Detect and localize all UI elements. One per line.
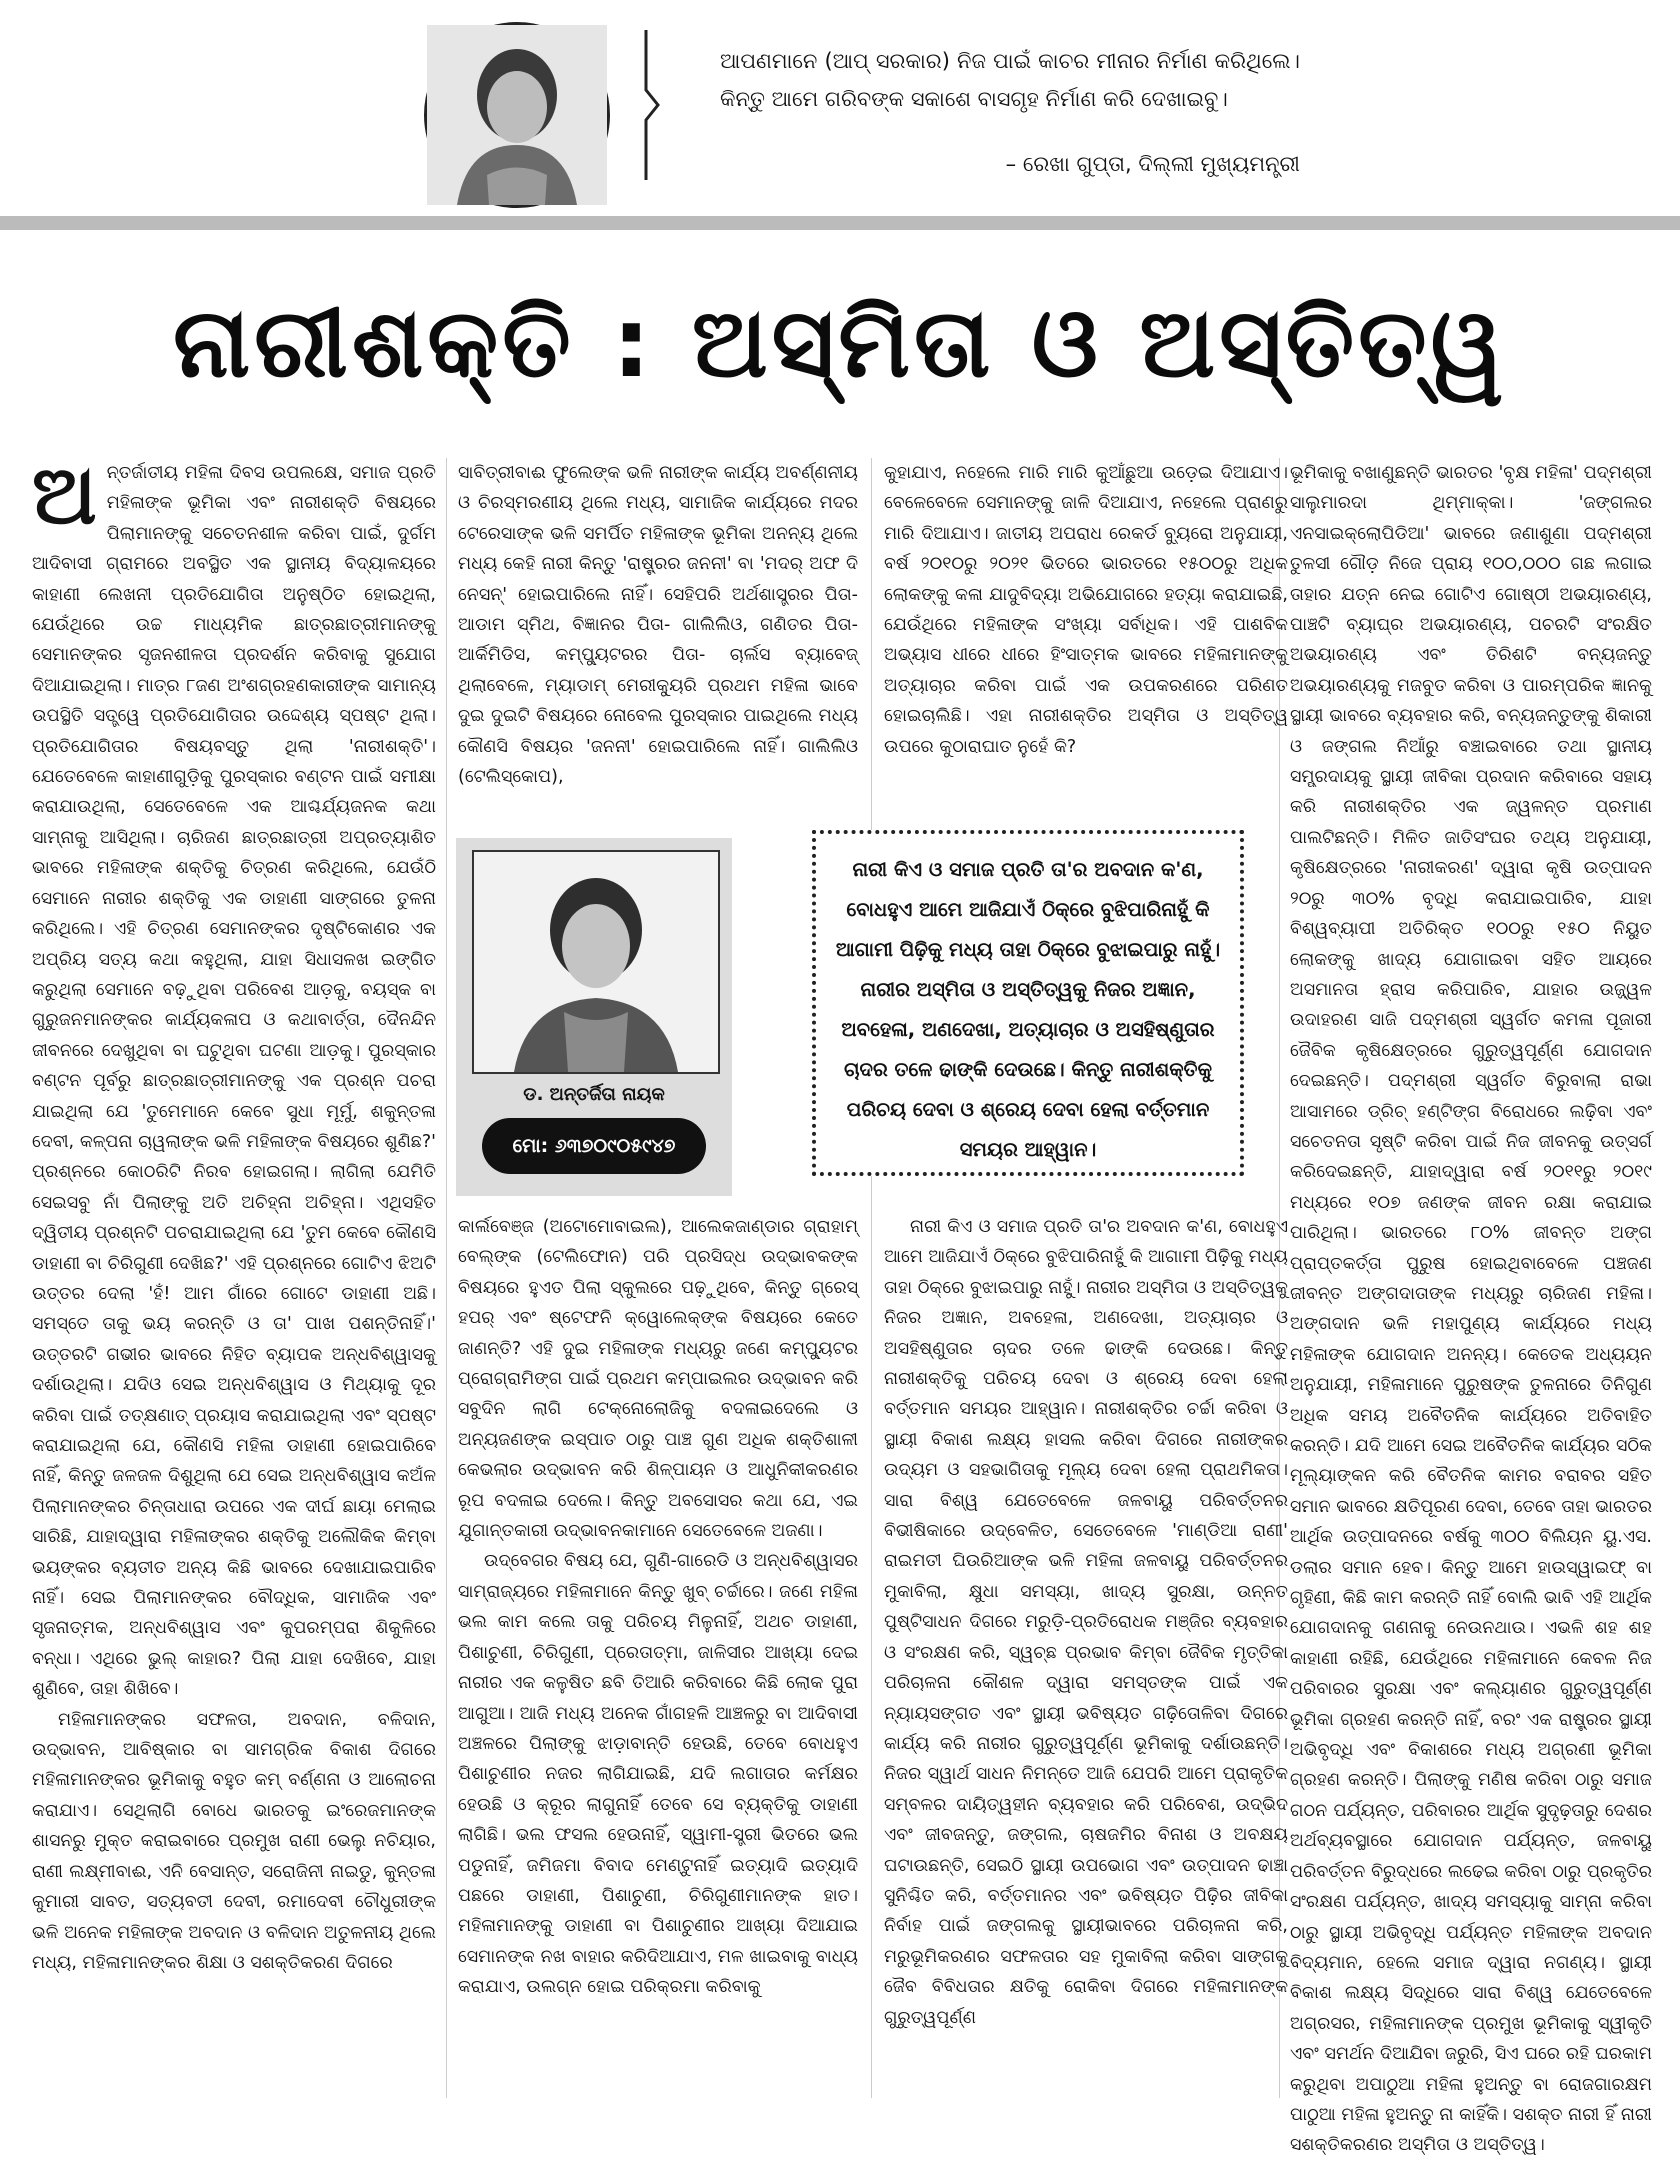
drop-cap: ଅ (32, 448, 97, 543)
author-box (456, 838, 732, 1196)
article-paragraph: ଅନ୍ତର୍ଜାତୀୟ ମହିଳା ଦିବସ ଉପଲକ୍ଷେ, ସମାଜ ପ୍ରତି ମହିଳାଙ୍କ ଭୂମିକା ଏବଂ ନାରୀଶକ୍ତି ବିଷୟରେ ପିଲାମାନଙ୍କୁ ସଚେତନଶୀଳ କରିବା ପାଇଁ, ଦୁର୍ଗମ ଆଦିବାସୀ ଗ୍ରାମରେ ଅବସ୍ଥିତ ଏକ ସ୍ଥାନୀୟ ବିଦ୍ୟାଳୟରେ କାହାଣୀ ଲେଖନୀ ପ୍ରତିଯୋଗିତା ଅନୁଷ୍ଠିତ ହୋଇଥିଲା, ଯେଉଁଥିରେ ଉଚ୍ଚ ମାଧ୍ୟମିକ ଛାତ୍ରଛାତ୍ରୀମାନଙ୍କୁ ସେମାନଙ୍କର ସୃଜନଶୀଳତା ପ୍ରଦର୍ଶନ କରିବାକୁ ସୁଯୋଗ ଦିଆଯାଇଥିଲା। ମାତ୍ର ୮ଜଣ ଅଂଶଗ୍ରହଣକାରୀଙ୍କ ସାମାନ୍ୟ ଉପସ୍ଥିତି ସତ୍ତ୍ୱେ ପ୍ରତିଯୋଗିତାର ଉଦ୍ଦେଶ୍ୟ ସ୍ପଷ୍ଟ ଥିଲା। ପ୍ରତିଯୋଗିତାର ବିଷୟବସ୍ତୁ ଥିଲା 'ନାରୀଶକ୍ତି'। ଯେତେବେଳେ କାହାଣୀଗୁଡ଼ିକୁ ପୁରସ୍କାର ବଣ୍ଟନ ପାଇଁ ସମୀକ୍ଷା କରାଯାଉଥିଲା, ସେତେବେଳେ ଏକ ଆଶ୍ଚର୍ଯ୍ୟଜନକ କଥା ସାମ୍ନାକୁ ଆସିଥିଲା। ଚାରିଜଣ ଛାତ୍ରଛାତ୍ରୀ ଅପ୍ରତ୍ୟାଶିତ ଭାବରେ ମହିଳାଙ୍କ ଶକ୍ତିକୁ ଚିତ୍ରଣ କରିଥିଲେ, ଯେଉଁଠି ସେମାନେ ନାରୀର ଶକ୍ତିକୁ ଏକ ଡାହାଣୀ ସାଙ୍ଗରେ ତୁଳନା କରିଥିଲେ। ଏହି ଚିତ୍ରଣ ସେମାନଙ୍କର ଦୃଷ୍ଟିକୋଣର ଏକ ଅପ୍ରିୟ ସତ୍ୟ କଥା କହୁଥିଲା, ଯାହା ସିଧାସଳଖ ଇଙ୍ଗିତ କରୁଥିଲା ସେମାନେ ବଢ଼ୁଥିବା ପରିବେଶ ଆଡ଼କୁ, ବୟସ୍କ ବା ଗୁରୁଜନମାନଙ୍କର କାର୍ଯ୍ୟକଳାପ ଓ କଥାବାର୍ତ୍ତା, ଦୈନନ୍ଦିନ ଜୀବନରେ ଦେଖୁଥିବା ବା ଘଟୁଥିବା ଘଟଣା ଆଡ଼କୁ। ପୁରସ୍କାର ବଣ୍ଟନ ପୂର୍ବରୁ ଛାତ୍ରଛାତ୍ରୀମାନଙ୍କୁ ଏକ ପ୍ରଶ୍ନ ପଚରା ଯାଇଥିଲା ଯେ 'ତୁମେମାନେ କେବେ ସୁଧା ମୂର୍ମୁ, ଶକୁନ୍ତଳା ଦେବୀ, କଳ୍ପନା ଚାୱଲାଙ୍କ ଭଳି ମହିଳାଙ୍କ ବିଷୟରେ ଶୁଣିଛ?' ପ୍ରଶ୍ନରେ କୋଠରିଟି ନିରବ ହୋଇଗଲା। ଲାଗିଲା ଯେମିତି ସେଇସବୁ ନାଁ ପିଲାଙ୍କୁ ଅତି ଅଚିହ୍ନା ଅଚିହ୍ନା। ଏଥିସହିତ ଦ୍ୱିତୀୟ ପ୍ରଶ୍ନଟି ପଚରାଯାଇଥିଲା ଯେ 'ତୁମ କେବେ କୌଣସି ଡାହାଣୀ ବା ଚିରିଗୁଣୀ ଦେଖିଛ?' ଏହି ପ୍ରଶ୍ନରେ ଗୋଟିଏ ଝିଅଟି ଉତ୍ତର ଦେଲା 'ହଁ! ଆମ ଗାଁରେ ଗୋଟେ ଡାହାଣୀ ଅଛି। ସମସ୍ତେ ତାକୁ ଭୟ କରନ୍ତି ଓ ତା' ପାଖ ପଶନ୍ତିନାହିଁ।' ଉତ୍ତରଟି ଗଭୀର ଭାବରେ ନିହିତ ବ୍ୟାପକ ଅନ୍ଧବିଶ୍ୱାସକୁ ଦର୍ଶାଉଥିଲା। ଯଦିଓ ସେଇ ଅନ୍ଧବିଶ୍ୱାସ ଓ ମିଥ୍ୟାକୁ ଦୂର କରିବା ପାଇଁ ତତ୍କ୍ଷଣାତ୍ ପ୍ରୟାସ କରାଯାଇଥିଲା ଏବଂ ସ୍ପଷ୍ଟ କରାଯାଇଥିଲା ଯେ, କୌଣସି ମହିଳା ଡାହାଣୀ ହୋଇପାରିବେ ନାହିଁ, କିନ୍ତୁ ଜଳଜଳ ଦିଶୁଥିଲା ଯେ ସେଇ ଅନ୍ଧବିଶ୍ୱାସ କଅଁଳ ପିଲାମାନଙ୍କର ଚିନ୍ତାଧାରା ଉପରେ ଏକ ଦୀର୍ଘ ଛାୟା ମେଲାଇ ସାରିଛି, ଯାହାଦ୍ୱାରା ମହିଳାଙ୍କର ଶକ୍ତିକୁ ଅଲୌକିକ କିମ୍ବା ଭୟଙ୍କର ବ୍ୟତୀତ ଅନ୍ୟ କିଛି ଭାବରେ ଦେଖାଯାଇପାରିବ ନାହିଁ। ସେଇ ପିଲାମାନଙ୍କର ବୌଦ୍ଧିକ, ସାମାଜିକ ଏବଂ ସୃଜନାତ୍ମକ, ଅନ୍ଧବିଶ୍ୱାସ ଏବଂ କୁପରମ୍ପରା ଶିକୁଳିରେ ବନ୍ଧା। ଏଥିରେ ଭୁଲ୍ କାହାର? ପିଲା ଯାହା ଦେଖିବେ, ଯାହା ଶୁଣିବେ, ତାହା ଶିଖିବେ। (32, 448, 436, 1700)
article-paragraph: କାର୍ଲବେଞ୍ଜ (ଅଟୋମୋବାଇଲ), ଆଲେକଜାଣ୍ଡାର ଗ୍ରାହାମ୍ ବେଲ୍ଙ୍କ (ଟେଲିଫୋନ) ପରି ପ୍ରସିଦ୍ଧ ଉଦ୍ଭାବକଙ୍କ ବିଷୟରେ ହୁଏତ ପିଲା ସ୍କୁଲରେ ପଢ଼ୁଥିବେ, କିନ୍ତୁ ଗ୍ରେସ୍ ହପର୍ ଏବଂ ଷ୍ଟେଫନି କ୍ୱୋଲେକ୍ଙ୍କ ବିଷୟରେ କେତେ ଜାଣନ୍ତି? ଏହି ଦୁଇ ମହିଳାଙ୍କ ମଧ୍ୟରୁ ଜଣେ କମ୍ପ୍ୟୁଟର ପ୍ରୋଗ୍ରାମିଙ୍ଗ ପାଇଁ ପ୍ରଥମ କମ୍ପାଇଲର ଉଦ୍ଭାବନ କରି ସବୁଦିନ ଲାଗି ଟେକ୍ନୋଲୋଜିକୁ ବଦଳାଇଦେଲେ ଓ ଅନ୍ୟଜଣଙ୍କ ଇସ୍ପାତ ଠାରୁ ପାଞ୍ଚ ଗୁଣ ଅଧିକ ଶକ୍ତିଶାଳୀ କେଭଲାର ଉଦ୍ଭାବନ କରି ଶିଳ୍ପାୟନ ଓ ଆଧୁନିକୀକରଣର ରୂପ ବଦଳାଇ ଦେଲେ। କିନ୍ତୁ ଅବସୋସର କଥା ଯେ, ଏଇ ଯୁଗାନ୍ତକାରୀ ଉଦ୍ଭାବନକାମାନେ ସେତେବେଳେ ଅଜଣା। (458, 1217, 858, 1542)
article-column-2-bottom (458, 1212, 858, 2098)
article-paragraph: ଭୂମିକାକୁ ବଖାଣୁଛନ୍ତି ଭାରତର 'ବୃକ୍ଷ ମହିଳା' ପଦ୍ମଶ୍ରୀ ସାଲୁମାରଦା ଥିମ୍ମାକ୍କା। 'ଜଙ୍ଗଲର ଏନସାଇକ୍ଲୋପିଡିଆ' ଭାବରେ ଜଣାଶୁଣା ପଦ୍ମଶ୍ରୀ ତୁଳସୀ ଗୌଡ଼ ନିଜେ ପ୍ରାୟ ୧୦୦,୦୦୦ ଗଛ ଲଗାଇ ତାହାର ଯତ୍ନ ନେଇ ଗୋଟିଏ ଗୋଷ୍ଠୀ ଅଭୟାରଣ୍ୟ, ପାଞ୍ଚଟି ବ୍ୟାଘ୍ର ଅଭୟାରଣ୍ୟ, ପଚରଟି ସଂରକ୍ଷିତ ଅଭୟାରଣ୍ୟ ଏବଂ ତିରିଶଟି ବନ୍ୟଜନ୍ତୁ ଅଭୟାରଣ୍ୟକୁ ମଜବୁତ କରିବା ଓ ପାରମ୍ପରିକ ଜ୍ଞାନକୁ ସ୍ଥାୟୀ ଭାବରେ ବ୍ୟବହାର କରି, ବନ୍ୟଜନ୍ତୁଙ୍କୁ ଶିକାରୀ ଓ ଜଙ୍ଗଲ ନିଆଁରୁ ବଞ୍ଚାଇବାରେ ତଥା ସ୍ଥାନୀୟ ସମ୍ପ୍ରଦାୟକୁ ସ୍ଥାୟୀ ଜୀବିକା ପ୍ରଦାନ କରିବାରେ ସହାୟ କରି ନାରୀଶକ୍ତିର ଏକ ଜ୍ୱଳନ୍ତ ପ୍ରମାଣ ପାଲଟିଛନ୍ତି। ମିଳିତ ଜାତିସଂଘର ତଥ୍ୟ ଅନୁଯାୟୀ, କୃଷିକ୍ଷେତ୍ରରେ 'ନାରୀକରଣ' ଦ୍ୱାରା କୃଷି ଉତ୍ପାଦନ ୨୦ରୁ ୩୦% ବୃଦ୍ଧି କରାଯାଇପାରିବ, ଯାହା ବିଶ୍ୱବ୍ୟାପୀ ଅତିରିକ୍ତ ୧୦୦ରୁ ୧୫୦ ନିୟୁତ ଲୋକଙ୍କୁ ଖାଦ୍ୟ ଯୋଗାଇବା ସହିତ ଆୟରେ ଅସମାନତା ହ୍ରାସ କରିପାରିବ, ଯାହାର ଉଜ୍ଜ୍ୱଳ ଉଦାହରଣ ସାଜି ପଦ୍ମଶ୍ରୀ ସ୍ୱର୍ଗତ କମଳା ପୂଜାରୀ ଜୈବିକ କୃଷିକ୍ଷେତ୍ରରେ ଗୁରୁତ୍ୱପୂର୍ଣ୍ଣ ଯୋଗଦାନ ଦେଇଛନ୍ତି। ପଦ୍ମଶ୍ରୀ ସ୍ୱର୍ଗତ ବିରୁବାଲା ରାଭା ଆସାମରେ ଡ୍ରିଚ୍ ହଣ୍ଟିଙ୍ଗ ବିରୋଧରେ ଲଢ଼ିବା ଏବଂ ସଚେତନତା ସୃଷ୍ଟି କରିବା ପାଇଁ ନିଜ ଜୀବନକୁ ଉତ୍ସର୍ଗ କରିଦେଇଛନ୍ତି, ଯାହାଦ୍ୱାରା ବର୍ଷ ୨୦୧୧ରୁ ୨୦୧୯ ମଧ୍ୟରେ ୧୦୭ ଜଣଙ୍କ ଜୀବନ ରକ୍ଷା କରାଯାଇ ପାରିଥିଲା। ଭାରତରେ ୮୦% ଜୀବନ୍ତ ଅଙ୍ଗ ପ୍ରାପ୍ତକର୍ତ୍ତା ପୁରୁଷ ହୋଇଥିବାବେଳେ ପଞ୍ଚଜଣ ଜୀବନ୍ତ ଅଙ୍ଗଦାତାଙ୍କ ମଧ୍ୟରୁ ଚାରିଜଣ ମହିଳା। ଅଙ୍ଗଦାନ ଭଳି ମହାପୁଣ୍ୟ କାର୍ଯ୍ୟରେ ମଧ୍ୟ ମହିଳାଙ୍କ ଯୋଗଦାନ ଅନନ୍ୟ। କେତେକ ଅଧ୍ୟୟନ ଅନୁଯାୟୀ, ମହିଳାମାନେ ପୁରୁଷଙ୍କ ତୁଳନାରେ ତିନିଗୁଣ ଅଧିକ ସମୟ ଅବୈତନିକ କାର୍ଯ୍ୟରେ ଅତିବାହିତ କରନ୍ତି। ଯଦି ଆମେ ସେଇ ଅବୈତନିକ କାର୍ଯ୍ୟର ସଠିକ ମୂଲ୍ୟାଙ୍କନ କରି ବୈତନିକ କାମର ବରାବର ସହିତ ସମାନ ଭାବରେ କ୍ଷତିପୂରଣ ଦେବା, ତେବେ ତାହା ଭାରତର ଆର୍ଥିକ ଉତ୍ପାଦନରେ ବର୍ଷକୁ ୩୦୦ ବିଲିୟନ ୟୁ.ଏସ. ଡଲାର ସମାନ ହେବ। କିନ୍ତୁ ଆମେ ହାଉସ୍‌ୱାଇଫ୍ ବା ଗୃହିଣୀ, କିଛି କାମ କରନ୍ତି ନାହିଁ ବୋଲି ଭାବି ଏହି ଆର୍ଥିକ ଯୋଗଦାନକୁ ଗଣନାକୁ ନେଉନଥାଉ। ଏଭଳି ଶହ ଶହ କାହାଣୀ ରହିଛି, ଯେଉଁଥିରେ ମହିଳାମାନେ କେବଳ ନିଜ ପରିବାରର ସୁରକ୍ଷା ଏବଂ କଲ୍ୟାଣର ଗୁରୁତ୍ୱପୂର୍ଣ୍ଣ ଭୂମିକା ଗ୍ରହଣ କରନ୍ତି ନାହିଁ, ବରଂ ଏକ ରାଷ୍ଟ୍ରର ସ୍ଥାୟୀ ଅଭିବୃଦ୍ଧି ଏବଂ ବିକାଶରେ ମଧ୍ୟ ଅଗ୍ରଣୀ ଭୂମିକା ଗ୍ରହଣ କରନ୍ତି। ପିଲାଙ୍କୁ ମଣିଷ କରିବା ଠାରୁ ସମାଜ ଗଠନ ପର୍ଯ୍ୟନ୍ତ, ପରିବାରର ଆର୍ଥିକ ସୁଦୃଢ଼ତାରୁ ଦେଶର ଅର୍ଥବ୍ୟବସ୍ଥାରେ ଯୋଗଦାନ ପର୍ଯ୍ୟନ୍ତ, ଜଳବାୟୁ ପରିବର୍ତ୍ତନ ବିରୁଦ୍ଧରେ ଲଢେଇ କରିବା ଠାରୁ ପ୍ରକୃତିର ସଂରକ୍ଷଣ ପର୍ଯ୍ୟନ୍ତ, ଖାଦ୍ୟ ସମସ୍ୟାକୁ ସାମ୍ନା କରିବା ଠାରୁ ସ୍ଥାୟୀ ଅଭିବୃଦ୍ଧି ପର୍ଯ୍ୟନ୍ତ ମହିଳାଙ୍କ ଅବଦାନ ବିଦ୍ୟମାନ, ହେଲେ ସମାଜ ଦ୍ୱାରା ନଗଣ୍ୟ। ସ୍ଥାୟୀ ବିକାଶ ଲକ୍ଷ୍ୟ ସିଦ୍ଧିରେ ସାରା ବିଶ୍ୱ ଯେତେବେଳେ ଅଗ୍ରସର, ମହିଳାମାନଙ୍କ ପ୍ରମୁଖ ଭୂମିକାକୁ ସ୍ୱୀକୃତି ଏବଂ ସମର୍ଥନ ଦିଆଯିବା ଜରୁରି, ସିଏ ଘରେ ରହି ଘରକାମ କରୁଥିବା ଅପାଠୁଆ ମହିଳା ହୁଅନ୍ତୁ ବା ରୋଜଗାରକ୍ଷମ ପାଠୁଆ ମହିଳା ହୁଅନ୍ତୁ ନା କାହିଁକି। ସଶକ୍ତ ନାରୀ ହିଁ ନାରୀ ସଶକ୍ତିକରଣର ଅସ୍ମିତା ଓ ଅସ୍ତିତ୍ୱ। (1290, 463, 1652, 2156)
column-rule (871, 458, 872, 2098)
quote-attribution: – ରେଖା ଗୁପ୍ତା, ଦିଲ୍ଲୀ ମୁଖ୍ୟମନ୍ତ୍ରୀ (1005, 152, 1300, 176)
article-column-4 (1290, 458, 1652, 2156)
column-rule (446, 458, 447, 2098)
article-paragraph: ମହିଳାମାନଙ୍କର ସଫଳତା, ଅବଦାନ, ବଳିଦାନ, ଉଦ୍ଭାବନ, ଆବିଷ୍କାର ବା ସାମଗ୍ରିକ ବିକାଶ ଦିଗରେ ମହିଳାମାନଙ୍କର ଭୂମିକାକୁ ବହୁତ କମ୍ ବର୍ଣ୍ଣନା ଓ ଆଲୋଚନା କରାଯାଏ। ସେଥିଲାଗି ବୋଧେ ଭାରତକୁ ଇଂରେଜମାନଙ୍କ ଶାସନରୁ ମୁକ୍ତ କରାଇବାରେ ପ୍ରମୁଖ ରାଣୀ ଭେଲୁ ନଚିୟାର, ରାଣୀ ଲକ୍ଷ୍ମୀବାଈ, ଏନି ବେସାନ୍ତ, ସରୋଜିନୀ ନାଇଡୁ, କୁନ୍ତଳା କୁମାରୀ ସାବତ, ସତ୍ୟବତୀ ଦେବୀ, ରମାଦେବୀ ଚୌଧୁରୀଙ୍କ ଭଳି ଅନେକ ମହିଳାଙ୍କ ଅବଦାନ ଓ ବଳିଦାନ ଅତୁଳନୀୟ ଥିଲେ ମଧ୍ୟ, ମହିଳାମାନଙ୍କର ଶିକ୍ଷା ଓ ସଶକ୍ତିକରଣ ଦିଗରେ (32, 1709, 436, 1973)
quote-band (0, 0, 1680, 220)
author-photo (472, 850, 720, 1074)
quote-divider (640, 30, 664, 180)
article-column-1 (32, 448, 436, 2098)
article-paragraph: ସାବିତ୍ରୀବାଈ ଫୁଲେଙ୍କ ଭଳି ନାରୀଙ୍କ କାର୍ଯ୍ୟ ଅବର୍ଣ୍ଣନୀୟ ଓ ଚିରସ୍ମରଣୀୟ ଥିଲେ ମଧ୍ୟ, ସାମାଜିକ କାର୍ଯ୍ୟରେ ମଦର ଟେରେସାଙ୍କ ଭଳି ସମର୍ପିତ ମହିଳାଙ୍କ ଭୂମିକା ଅନନ୍ୟ ଥିଲେ ମଧ୍ୟ କେହି ନାରୀ କିନ୍ତୁ 'ରାଷ୍ଟ୍ରର ଜନନୀ' ବା 'ମଦର୍ ଅଫ ଦି ନେସନ୍' ହୋଇପାରିଲେ ନାହିଁ। ସେହିପରି ଅର୍ଥଶାସ୍ତ୍ରର ପିତା- ଆଡାମ ସ୍ମିଥ, ବିଜ୍ଞାନର ପିତା- ଗାଲିଲିଓ, ଗଣିତର ପିତା- ଆର୍କିମିଡିସ, କମ୍ପ୍ୟୁଟରର ପିତା- ଚାର୍ଲସ ବ୍ୟାବେଜ୍ ଥିଲାବେଳେ, ମ୍ୟାଡାମ୍ ମେରୀକ୍ୟୁରି ପ୍ରଥମ ମହିଳା ଭାବେ ଦୁଇ ଦୁଇଟି ବିଷୟରେ ନୋବେଲ ପୁରସ୍କାର ପାଇଥିଲେ ମଧ୍ୟ କୌଣସି ବିଷୟର 'ଜନନୀ' ହୋଇପାରିଲେ ନାହିଁ। ଗାଲିଲିଓ (ଟେଲିସ୍କୋପ), (458, 463, 858, 788)
author-phone: ମୋ: ୬୩୭୦୯୦୫୯୪୭ (482, 1118, 706, 1174)
quote-portrait (424, 22, 610, 208)
article-paragraph: ନାରୀ କିଏ ଓ ସମାଜ ପ୍ରତି ତା'ର ଅବଦାନ କ'ଣ, ବୋଧହୁଏ ଆମେ ଆଜିଯାଏଁ ଠିକ୍‌ରେ ବୁଝିପାରିନାହୁଁ କି ଆଗାମୀ ପିଢ଼ିକୁ ମଧ୍ୟ ତାହା ଠିକ୍‌ରେ ବୁଝାଇପାରୁ ନାହୁଁ। ନାରୀର ଅସ୍ମିତା ଓ ଅସ୍ତିତ୍ୱକୁ ନିଜର ଅଜ୍ଞାନ, ଅବହେଳା, ଅଣଦେଖା, ଅତ୍ୟାଚାର ଓ ଅସହିଷ୍ଣୁତାର ଚାଦର ତଳେ ଢାଙ୍କି ଦେଉଛେ। କିନ୍ତୁ ନାରୀଶକ୍ତିକୁ ପରିଚୟ ଦେବା ଓ ଶ୍ରେୟ ଦେବା ହେଲା ବର୍ତ୍ତମାନ ସମୟର ଆହ୍ୱାନ। ନାରୀଶକ୍ତିର ଚର୍ଚ୍ଚା କରିବା ଓ ସ୍ଥାୟୀ ବିକାଶ ଲକ୍ଷ୍ୟ ହାସଲ କରିବା ଦିଗରେ ନାରୀଙ୍କର ଉଦ୍ୟମ ଓ ସହଭାଗିତାକୁ ମୂଲ୍ୟ ଦେବା ହେଲା ପ୍ରାଥମିକତା। ସାରା ବିଶ୍ୱ ଯେତେବେଳେ ଜଳବାୟୁ ପରିବର୍ତ୍ତନର ବିଭୀଷିକାରେ ଉଦ୍‌ବେଳିତ, ସେତେବେଳେ 'ମାଣ୍ଡିଆ ରାଣୀ' ରାଇମତୀ ଘିଉରିଆଙ୍କ ଭଳି ମହିଳା ଜଳବାୟୁ ପରିବର୍ତ୍ତନର ମୁକାବିଲା, କ୍ଷୁଧା ସମସ୍ୟା, ଖାଦ୍ୟ ସୁରକ୍ଷା, ଉନ୍ନତ ପୁଷ୍ଟିସାଧନ ଦିଗରେ ମରୁଡ଼ି-ପ୍ରତିରୋଧକ ମଞ୍ଜିର ବ୍ୟବହାର ଓ ସଂରକ୍ଷଣ କରି, ସ୍ୱଚ୍ଛ ପ୍ରଭାବ କିମ୍ବା ଜୈବିକ ମୃତ୍ତିକା ପରିଚାଳନା କୌଶଳ ଦ୍ୱାରା ସମସ୍ତଙ୍କ ପାଇଁ ଏକ ନ୍ୟାୟସଙ୍ଗତ ଏବଂ ସ୍ଥାୟୀ ଭବିଷ୍ୟତ ଗଢ଼ିତୋଳିବା ଦିଗରେ କାର୍ଯ୍ୟ କରି ନାରୀର ଗୁରୁତ୍ୱପୂର୍ଣ୍ଣ ଭୂମିକାକୁ ଦର୍ଶାଉଛନ୍ତି। ନିଜର ସ୍ୱାର୍ଥ ସାଧନ ନିମନ୍ତେ ଆଜି ଯେପରି ଆମେ ପ୍ରାକୃତିକ ସମ୍ବଳର ଦାୟିତ୍ୱହୀନ ବ୍ୟବହାର କରି ପରିବେଶ, ଉଦ୍ଭିଦ ଏବଂ ଜୀବଜନ୍ତୁ, ଜଙ୍ଗଲ, ଚାଷଜମିର ବିନାଶ ଓ ଅବକ୍ଷୟ ଘଟାଉଛନ୍ତି, ସେଇଠି ସ୍ଥାୟୀ ଉପଭୋଗ ଏବଂ ଉତ୍ପାଦନ ଢାଞ୍ଚା ସୁନିଶ୍ଚିତ କରି, ବର୍ତ୍ତମାନର ଏବଂ ଭବିଷ୍ୟତ ପିଢ଼ିର ଜୀବିକା ନିର୍ବାହ ପାଇଁ ଜଙ୍ଗଲକୁ ସ୍ଥାୟୀଭାବରେ ପରିଚାଳନା କରି, ମରୁଭୂମିକରଣର ସଫଳତାର ସହ ମୁକାବିଲା କରିବା ସାଙ୍ଗକୁ ଜୈବ ବିବିଧତାର କ୍ଷତିକୁ ରୋକିବା ଦିଗରେ ମହିଳାମାନଙ୍କ ଗୁରୁତ୍ୱପୂର୍ଣ୍ଣ (884, 1217, 1288, 2028)
article-column-2-top (458, 458, 858, 788)
quote-text: ଆପଣମାନେ (ଆପ୍ ସରକାର) ନିଜ ପାଇଁ କାଚର ମୀନାର ନିର୍ମାଣ କରିଥିଲେ। କିନ୍ତୁ ଆମେ ଗରିବଙ୍କ ସକାଶେ ବାସଗୃହ ନିର୍ମାଣ କରି ଦେଖାଇବୁ। (720, 49, 1300, 111)
pull-quote: ନାରୀ କିଏ ଓ ସମାଜ ପ୍ରତି ତା'ର ଅବଦାନ କ'ଣ, ବୋଧହୁଏ ଆମେ ଆଜିଯାଏଁ ଠିକ୍‌ରେ ବୁଝିପାରିନାହୁଁ କି ଆଗାମୀ ପିଢ଼ିକୁ ମଧ୍ୟ ତାହା ଠିକ୍‌ରେ ବୁଝାଇପାରୁ ନାହୁଁ। ନାରୀର ଅସ୍ମିତା ଓ ଅସ୍ତିତ୍ୱକୁ ନିଜର ଅଜ୍ଞାନ, ଅବହେଳା, ଅଣଦେଖା, ଅତ୍ୟାଚାର ଓ ଅସହିଷ୍ଣୁତାର ଚାଦର ତଳେ ଢାଙ୍କି ଦେଉଛେ। କିନ୍ତୁ ନାରୀଶକ୍ତିକୁ ପରିଚୟ ଦେବା ଓ ଶ୍ରେୟ ଦେବା ହେଲା ବର୍ତ୍ତମାନ ସମୟର ଆହ୍ୱାନ। (812, 830, 1244, 1176)
article-paragraph: କୁହାଯାଏ, ନହେଲେ ମାରି ମାରି କୁଆଁଛୁଆ ଉଡ଼େଇ ଦିଆଯାଏ। ବେଳେବେଳେ ସେମାନଙ୍କୁ ଜାଳି ଦିଆଯାଏ, ନହେଲେ ପ୍ରାଣରୁ ମାରି ଦିଆଯାଏ। ଜାତୀୟ ଅପରାଧ ରେକର୍ଡ ବ୍ୟୁରୋ ଅନୁଯାୟୀ, ବର୍ଷ ୨୦୧୦ରୁ ୨୦୨୧ ଭିତରେ ଭାରତରେ ୧୫୦୦ରୁ ଅଧିକ ଲୋକଙ୍କୁ କଳା ଯାଦୁବିଦ୍ୟା ଅଭିଯୋଗରେ ହତ୍ୟା କରାଯାଇଛି, ଯେଉଁଥିରେ ମହିଳାଙ୍କ ସଂଖ୍ୟା ସର୍ବାଧିକ। ଏହି ପାଶବିକ ଅଭ୍ୟାସ ଧୀରେ ଧୀରେ ହିଂସାତ୍ମକ ଭାବରେ ମହିଳାମାନଙ୍କୁ ଅତ୍ୟାଚାର କରିବା ପାଇଁ ଏକ ଉପକରଣରେ ପରିଣତ ହୋଇଚାଲିଛି। ଏହା ନାରୀଶକ୍ତିର ଅସ୍ମିତା ଓ ଅସ୍ତିତ୍ୱ ଉପରେ କୁଠାରାଘାତ ନୁହେଁ କି? (884, 463, 1288, 757)
article-column-3-bottom (884, 1212, 1288, 2098)
article-column-3-top (884, 458, 1288, 788)
author-name: ଡ. ଅନ୍ତର୍ଜିତା ନାୟକ (523, 1084, 665, 1105)
page-title: ନାରୀଶକ୍ତି : ଅସ୍ମିତା ଓ ଅସ୍ତିତ୍ୱ (172, 287, 1508, 399)
article-paragraph: ଉଦ୍‌ବେଗର ବିଷୟ ଯେ, ଗୁଣି-ଗାରେଡି ଓ ଅନ୍ଧବିଶ୍ୱାସର ସାମ୍ରାଜ୍ୟରେ ମହିଳାମାନେ କିନ୍ତୁ ଖୁବ୍ ଚର୍ଚ୍ଚାରେ। ଜଣେ ମହିଳା ଭଲ କାମ କଲେ ତାକୁ ପରିଚୟ ମିଳୁନାହିଁ, ଅଥଚ ଡାହାଣୀ, ପିଶାଚୁଣୀ, ଚିରିଗୁଣୀ, ପ୍ରେତାତ୍ମା, ଜାଳିସୀର ଆଖ୍ୟା ଦେଇ ନାରୀର ଏକ କଳୁଷିତ ଛବି ତିଆରି କରିବାରେ କିଛି ଲୋକ ପୁରା ଆଗୁଆ। ଆଜି ମଧ୍ୟ ଅନେକ ଗାଁଗହଳି ଆଞ୍ଚଳରୁ ବା ଆଦିବାସୀ ଅଞ୍ଚଳରେ ପିଲାଙ୍କୁ ଝାଡ଼ାବାନ୍ତି ହେଉଛି, ତେବେ ବୋଧହୁଏ ପିଶାଚୁଣୀର ନଜର ଲାଗିଯାଇଛି, ଯଦି ଲଗାତାର କର୍ମକ୍ଷର ହେଉଛି ଓ କ୍ରୂର ଲାଗୁନାହିଁ ତେବେ ସେ ବ୍ୟକ୍ତିକୁ ଡାହାଣୀ ଲାଗିଛି। ଭଲ ଫସଲ ହେଉନାହିଁ, ସ୍ୱାମୀ-ସ୍ତ୍ରୀ ଭିତରେ ଭଲ ପଡୁନାହିଁ, ଜମିଜମା ବିବାଦ ମେଣ୍ଟୁନାହିଁ ଇତ୍ୟାଦି ଇତ୍ୟାଦି ପଛରେ ଡାହାଣୀ, ପିଶାଚୁଣୀ, ଚିରିଗୁଣୀମାନଙ୍କ ହାତ। ମହିଳାମାନଙ୍କୁ ଡାହାଣୀ ବା ପିଶାଚୁଣୀର ଆଖ୍ୟା ଦିଆଯାଇ ସେମାନଙ୍କ ନଖ ବାହାର କରିଦିଆଯାଏ, ମଳ ଖାଇବାକୁ ବାଧ୍ୟ କରାଯାଏ, ଉଲଗ୍ନ ହୋଇ ପରିକ୍ରମା କରିବାକୁ (458, 1551, 858, 1998)
band-rule (0, 216, 1680, 230)
